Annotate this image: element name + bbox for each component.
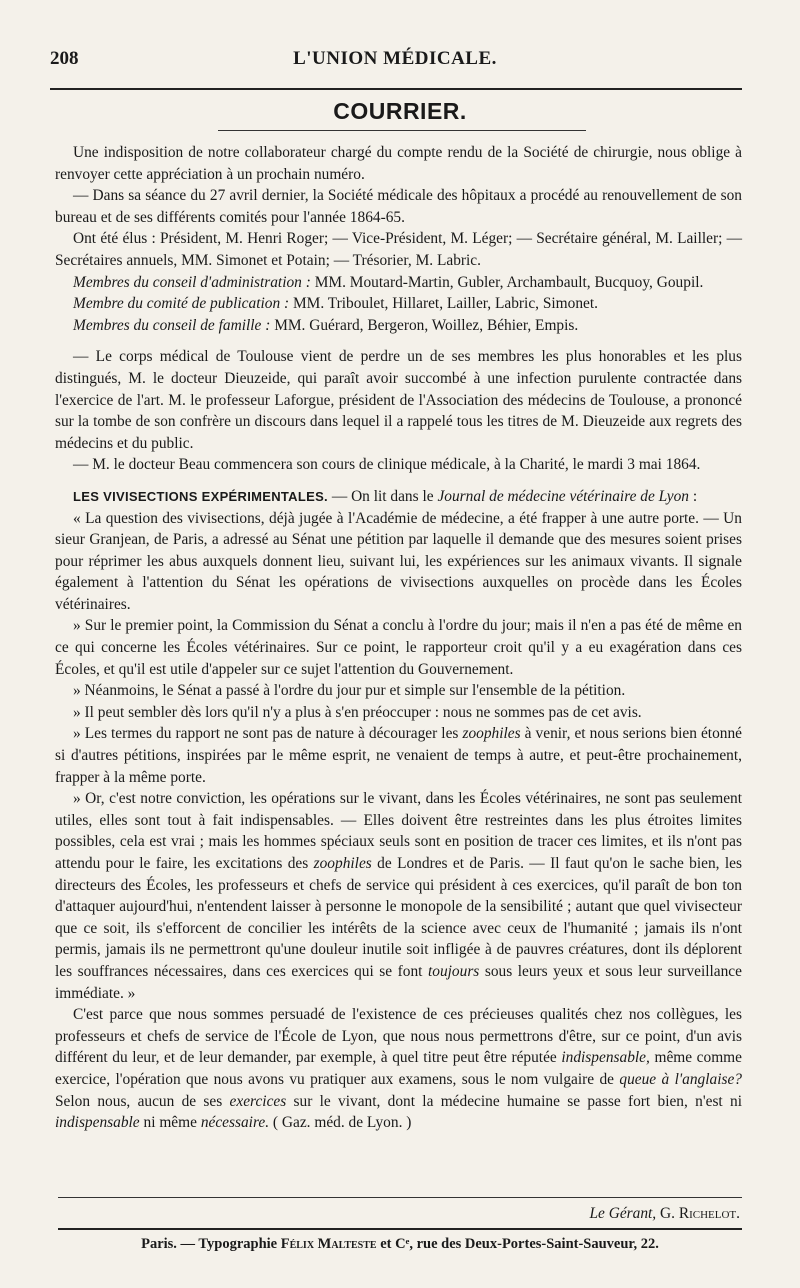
emphasis: indispensable, bbox=[561, 1049, 650, 1067]
journal-title: L'UNION MÉDICALE. bbox=[293, 48, 497, 69]
members-famille-names: MM. Guérard, Bergeron, Woillez, Béhier, Empis. bbox=[274, 316, 579, 334]
members-famille bbox=[55, 315, 742, 337]
section-title: COURRIER. bbox=[333, 98, 467, 124]
emphasis: queue à l'anglaise? bbox=[619, 1070, 742, 1088]
paragraph-toulouse: — Le corps médical de Toulouse vient de perdre un de ses membres les plus honorables et les plus distingués, M. le docteur Dieuzeide, qui paraît avoir succombé à une infection purulente contractée dans l'exercice de l'art. M. le professeur Laforgue, président de l'Association des médecins de Toulouse, a prononcé sur la tombe de son confrère un discours dans lequel il a rappelé tous les titres de M. Dieuzeide aux regrets des médecins et du public. bbox=[55, 348, 742, 452]
imprint bbox=[0, 1236, 800, 1253]
members-administration-names: MM. Moutard-Martin, Gubler, Archambault, Bucquoy, Goupil. bbox=[314, 273, 704, 291]
header-rule bbox=[50, 88, 742, 90]
vivisections-paragraph bbox=[55, 788, 742, 1004]
text-run: Selon nous, aucun de ses bbox=[55, 1092, 223, 1110]
paragraph-elus: Ont été élus : Président, M. Henri Roger; — Vice-Président, M. Léger; — Secrétaire général, M. Lailler; — Secrétaires annuels, MM. Simonet et Potain; — Trésorier, M. Labric. bbox=[55, 230, 742, 269]
text-run: sur le vivant, dont la médecine humaine se passe fort bien, n'est ni bbox=[293, 1092, 742, 1110]
signature-rule bbox=[58, 1197, 742, 1198]
paragraph-seance: — Dans sa séance du 27 avril dernier, la Société médicale des hôpitaux a procédé au renouvellement de son bureau et de ses différents comités pour l'année 1864-65. bbox=[55, 187, 742, 226]
imprint-printer: Félix Malteste bbox=[280, 1236, 377, 1252]
emphasis: nécessaire. bbox=[200, 1114, 270, 1132]
emphasis: exercices bbox=[229, 1092, 287, 1110]
text-run: sous leurs yeux et sous leur surveillance immédiate. » bbox=[55, 962, 742, 1002]
signature-name: G. Richelot. bbox=[660, 1205, 740, 1222]
vivisections-paragraph: « La question des vivisections, déjà jugée à l'Académie de médecine, a été frapper à une autre porte. — Un sieur Granjean, de Paris, a adressé au Sénat une pétition par laquelle il demande que des mesures soient prises pour réprimer les abus auxquels donnent lieu, suivant lui, les expériences sur les animaux vivants. Il signale également à l'attention du Sénat les opérations de vivisections auxquelles on procède dans les Écoles vétérinaires. bbox=[55, 509, 742, 613]
vivisections-intro-suffix: : bbox=[692, 487, 698, 505]
citation: ( Gaz. méd. de Lyon. ) bbox=[272, 1114, 412, 1132]
vivisections-paragraph: » Sur le premier point, la Commission du Sénat a conclu à l'ordre du jour; mais il n'en a pas été de même en ce qui concerne les Écoles vétérinaires. Sur ce point, le rapporteur croit qu'il y a eu exagération dans ces Écoles, et qu'il est utile d'appeler sur ce sujet l'attention du Gouvernement. bbox=[55, 617, 742, 678]
paragraph-indisposition: Une indisposition de notre collaborateur chargé du compte rendu de la Société de chirurgie, nous oblige à renvoyer cette appréciation à un prochain numéro. bbox=[55, 144, 742, 183]
imprint-suffix: et Cᵉ, rue des Deux-Portes-Saint-Sauveur, 22. bbox=[380, 1236, 659, 1252]
emphasis: zoophiles bbox=[462, 725, 521, 743]
vivisections-conclusion bbox=[55, 1004, 742, 1134]
signature-role: Le Gérant, bbox=[589, 1205, 657, 1222]
vivisections-paragraph: » Il peut sembler dès lors qu'il n'y a plus à s'en préoccuper : nous ne sommes pas de cet avis. bbox=[73, 703, 642, 721]
text-run: ni même bbox=[143, 1114, 197, 1132]
text-run: C'est parce que nous sommes persuadé de l'existence de ces précieuses qualités chez nos collègues, les professeurs et chefs de service de l'École de Lyon, que nous nous permettrons d'être, sur ce point, d'un avis différent du leur, et de leur demander, par exemple, à quel titre peut être réputée bbox=[55, 1006, 742, 1067]
paragraph-beau: — M. le docteur Beau commencera son cours de clinique médicale, à la Charité, le mardi 3 mai 1864. bbox=[73, 456, 701, 474]
page-header bbox=[50, 48, 740, 76]
text-run: de Londres et de Paris. — Il faut qu'on le sache bien, les directeurs des Écoles, les professeurs et chefs de service qui président à ces exercices, qu'il paraît de bon ton d'attaquer aujourd'hui, n'entendent laisser à personne le monopole de la sensibilité ; autant que quel vivisecteur que ce soit, ils s'efforcent de concilier les intérêts de la science avec ceux de l'humanité ; jamais ils n'ont permis, jamais ils ne permettront qu'une douleur inutile soit infligée à de pauvres créatures, dont ils déplorent les souffrances nécessaires, dans ces exercices qui se font bbox=[55, 855, 742, 980]
footer-rule bbox=[58, 1228, 742, 1230]
members-famille-label: Membres du conseil de famille : bbox=[73, 316, 271, 334]
text-run: même comme exercice, l'opération que nous avons vu pratiquer aux examens, sous le nom vulgaire de bbox=[55, 1049, 742, 1088]
page-number: 208 bbox=[50, 48, 79, 69]
members-publication-label: Membre du comité de publication : bbox=[73, 295, 290, 313]
vivisections-intro bbox=[55, 486, 742, 508]
emphasis: indispensable bbox=[55, 1114, 140, 1132]
vivisections-paragraph: » Néanmoins, le Sénat a passé à l'ordre du jour pur et simple sur l'ensemble de la pétition. bbox=[73, 682, 626, 700]
vivisections-intro-prefix: — On lit dans le bbox=[331, 487, 434, 505]
text-run: » Les termes du rapport ne sont pas de nature à décourager les bbox=[73, 725, 459, 743]
members-publication-names: MM. Triboulet, Hillaret, Lailler, Labric, Simonet. bbox=[292, 295, 599, 313]
article-body bbox=[55, 142, 742, 1134]
members-administration-label: Membres du conseil d'administration : bbox=[73, 273, 311, 291]
emphasis: toujours bbox=[427, 962, 480, 980]
emphasis: zoophiles bbox=[313, 855, 372, 872]
members-publication bbox=[55, 293, 742, 315]
vivisections-paragraph bbox=[55, 723, 742, 788]
text-run: à venir, et nous serions bien étonné si d'autres pétitions, inspirées par le même esprit, ne venaient de temps à autre, et peut-être prochainement, frapper à la même porte. bbox=[55, 725, 742, 786]
vivisections-source: Journal de médecine vétérinaire de Lyon bbox=[437, 487, 689, 505]
text-run: » Or, c'est notre conviction, les opérations sur le vivant, dans les Écoles vétérinaires, ne sont pas seulement utiles, elles sont tout à fait indispensables. — Elles doivent être restreintes dans les plus étroites limites possibles, cela est vrai ; mais les hommes spéciaux seuls sont en position de tracer ces limites, et ils n'ont pas attendu pour le faire, les excitations des bbox=[55, 790, 742, 872]
members-administration bbox=[55, 272, 742, 294]
signature bbox=[589, 1205, 740, 1223]
vivisections-heading: LES VIVISECTIONS EXPÉRIMENTALES. bbox=[73, 488, 328, 504]
imprint-prefix: Paris. — Typographie bbox=[141, 1236, 278, 1252]
title-rule bbox=[218, 130, 586, 131]
